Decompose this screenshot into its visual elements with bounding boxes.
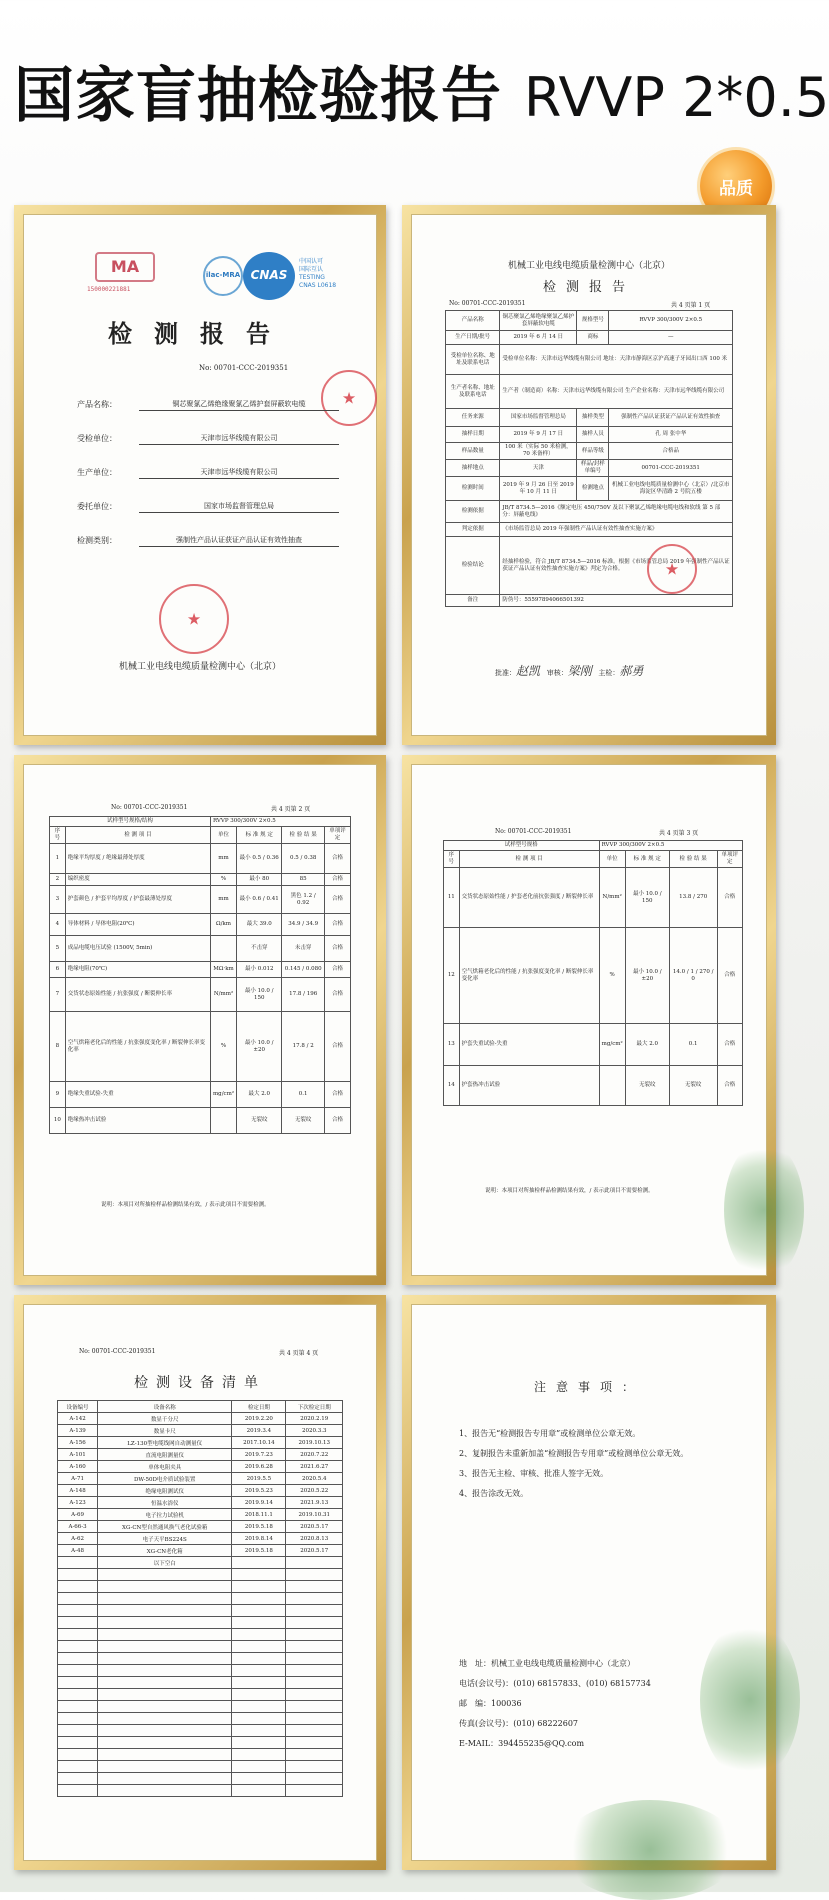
cover-report-number: No: 00701-CCC-2019351 <box>199 364 289 372</box>
table-row: A-48 XG-CN老化箱 2019.5.18 2020.5.17 <box>58 1545 343 1557</box>
table-row: A-69 电子拉力试验机 2018.11.1 2019.10.31 <box>58 1509 343 1521</box>
plant-decoration <box>560 1800 740 1900</box>
cover-row: 委托单位： 国家市场监督管理总局 <box>77 501 337 517</box>
cover-page <box>23 214 377 736</box>
report-note: 说明：本项目对所抽检样品检测结果有效，/ 表示此项目不需要检测。 <box>101 1202 270 1208</box>
table-row: A-66-3 XG-CN型自然通风换气老化试验箱 2019.5.18 2020.5.17 <box>58 1521 343 1533</box>
report-title: 检测报告 <box>542 280 635 295</box>
certificate-frame-equipment <box>14 1295 386 1870</box>
cma-logo-icon: MA <box>95 252 155 282</box>
cover-row: 受检单位： 天津市远华线缆有限公司 <box>77 433 337 449</box>
report-note: 说明：本项目对所抽检样品检测结果有效，/ 表示此项目不需要检测。 <box>485 1188 654 1194</box>
table-row: A-101 直流电阻测量仪 2019.7.23 2020.7.22 <box>58 1449 343 1461</box>
report-page-number: 共 4 页第 1 页 <box>671 302 711 309</box>
sign-line: 批准：赵凯 审核：梁刚 主检：郝勇 <box>495 664 644 678</box>
report-page-1 <box>411 214 767 736</box>
table-row: A-156 LZ-130型电缆线网自动测量仪 2017.10.14 2019.10.13 <box>58 1437 343 1449</box>
headline-title: 国家盲抽检验报告 <box>14 61 502 131</box>
page-headline <box>14 58 829 134</box>
notice-item: 3、报告无主检、审核、批准人签字无效。 <box>459 1469 609 1478</box>
notice-item: 2、复制报告未重新加盖“检测报告专用章”或检测单位公章无效。 <box>459 1449 689 1458</box>
cma-number: 150000221881 <box>87 286 131 293</box>
report-number: No: 00701-CCC-2019351 <box>111 804 188 811</box>
report-number: No: 00701-CCC-2019351 <box>449 300 526 307</box>
notice-item: 1、报告无“检测报告专用章”或检测单位公章无效。 <box>459 1429 641 1438</box>
notice-title: 注意事项： <box>533 1380 644 1394</box>
report-number: No: 00701-CCC-2019351 <box>495 828 572 835</box>
table-row: 以下空白 <box>58 1557 343 1569</box>
table-row: A-160 单体电阻夹具 2019.6.28 2021.6.27 <box>58 1461 343 1473</box>
equipment-page <box>23 1304 377 1861</box>
plant-decoration <box>724 1140 804 1280</box>
notice-address: 地 址：机械工业电线电缆质量检测中心（北京） <box>459 1659 635 1668</box>
cnas-side-text: 中国认可 国际互认 TESTING CNAS L0618 <box>299 258 337 289</box>
certificate-frame-report-3 <box>402 755 776 1285</box>
certificate-frame-notice <box>402 1295 776 1870</box>
certificate-frame-cover <box>14 205 386 745</box>
notice-item: 4、报告涂改无效。 <box>459 1489 529 1498</box>
report-summary-table: 产品名称 铜芯聚氯乙烯绝缘聚氯乙烯护套屏蔽软电缆 规格型号 RVVP 300/300V 2×0.5 生产日期/批号 2019 年 6 月 14 日 商标 — 受检单位名称、地址及联系电话 受检单位名称：天津市远华线缆有限公司 地址：天津市静海区京沪高速子牙园出口西 100 米 生产者名称、地址及联系电话 生产者（制造商）名称：天津市远华线缆有限公司 生产企业名称：天津市远华线缆有限公司 任务来源 国家市场监督管理总局 抽样类型 强制性产品认证获证产品认证有效性抽查 抽样日期 2019 年 9 月 17 日 抽样人员 孔 周 张中华 样品数量 100 米（实际 50 米检测，70 米备样） 样品等级 合格品 抽样地点 天津 样品/封样单编号 00701-CCC-2019351 检测时间 2019 年 9 月 26 日至 2019 年 10 月 11 日 检测地点 机械工业电线电缆质量检测中心（北京）/北京市海淀区华清路 2 号院五楼 检测依据 JB/T 8734.5—2016《额定电压 450/750V 及以下聚氯乙烯绝缘电缆电线和软线 第 5 部分：屏蔽电线》 判定依据 《市场监管总局 2019 年强制性产品认证有效性抽查实施方案》 检验结论 经抽样检验，符合 JB/T 8734.5—2016 标准。根据《市场监管总局 2019 年强制性产品认证获证产品认证有效性抽查实施方案》判定为合格。 备注 防伪号：55597894066501392 <box>445 310 733 607</box>
red-seal-icon <box>159 584 229 654</box>
certificate-frame-report-2 <box>14 755 386 1285</box>
red-seal-icon <box>647 544 697 594</box>
report-page-3 <box>411 764 767 1276</box>
test-results-table: 试样型号规格 RVVP 300/300V 2×0.5 序号 检 测 项 目 单位 标 准 规 定 检 验 结 果 单项评定 11 交货状态原始性能 / 护套老化前抗张强度 / 断裂伸长率 N/mm² 最小 10.0 / 150 13.8 / 270 合格 12 空气烘箱老化后的性能 / 抗张强度变化率 / 断裂伸长率变化率 % 最小 10.0 / ±20 14.0 / 1 / 270 / 0 合格 13 护套失重试验-失重 mg/cm² 最大 2.0 0.1 合格 14 护套热冲击试验 无裂纹 无裂纹 合格 <box>443 840 743 1106</box>
headline-model: RVVP 2*0.5 <box>523 66 829 129</box>
report-page-number: 共 4 页第 2 页 <box>271 806 311 813</box>
cover-row: 产品名称： 铜芯聚氯乙烯绝缘聚氯乙烯护套屏蔽软电缆 <box>77 399 337 415</box>
report-org: 机械工业电线电缆质量检测中心（北京） <box>507 261 670 271</box>
equipment-table: 设备编号 设备名称 检定日期 下次检定日期 A-142 数显千分尺 2019.2.20 2020.2.19 A-139 数显卡尺 2019.3.4 2020.3.3 A-156 LZ-130型电缆线网自动测量仪 2017.10.14 2019.10.13 A-101 直流电阻测量仪 2019.7.23 2020.7.22 A-160 单体电阻夹具 2019.6.28 2021.6.27 A-71 DW-50D电介质试验装置 2019.5.5 2020.5.4 A-148 绝缘电阻测试仪 2019.5.23 2020.5.22 A-123 恒温水浴仪 2019.9.14 2021.9.13 A-69 电子拉力试验机 2018.11.1 2019.10.31 A-66-3 XG-CN型自然通风换气老化试验箱 2019.5.18 2020.5.17 A-62 电子天平BS224S 2019.8.14 2020.8.13 A-48 XG-CN老化箱 2019.5.18 2020.5.17 以下空白 <box>57 1400 343 1797</box>
cover-title: 检测报告 <box>108 319 292 348</box>
equipment-title: 检测设备清单 <box>134 1375 266 1391</box>
table-row: A-62 电子天平BS224S 2019.8.14 2020.8.13 <box>58 1533 343 1545</box>
report-page-2 <box>23 764 377 1276</box>
table-row: A-142 数显千分尺 2019.2.20 2020.2.19 <box>58 1413 343 1425</box>
table-row: A-139 数显卡尺 2019.3.4 2020.3.3 <box>58 1425 343 1437</box>
report-page-number: 共 4 页第 3 页 <box>659 830 699 837</box>
report-number: No: 00701-CCC-2019351 <box>79 1348 156 1355</box>
notice-page <box>411 1304 767 1861</box>
notice-postcode: 邮 编：100036 <box>459 1699 522 1708</box>
report-page-number: 共 4 页第 4 页 <box>279 1350 319 1357</box>
quality-badge-label: 品质 <box>719 179 753 199</box>
table-row: A-148 绝缘电阻测试仪 2019.5.23 2020.5.22 <box>58 1485 343 1497</box>
table-row: A-123 恒温水浴仪 2019.9.14 2021.9.13 <box>58 1497 343 1509</box>
cover-row: 检测类别： 强制性产品认证获证产品认证有效性抽查 <box>77 535 337 551</box>
plant-decoration <box>700 1620 800 1780</box>
red-seal-icon <box>321 370 377 426</box>
table-row: A-71 DW-50D电介质试验装置 2019.5.5 2020.5.4 <box>58 1473 343 1485</box>
notice-fax: 传真(会议号)：(010) 68222607 <box>459 1719 579 1728</box>
cover-row: 生产单位： 天津市远华线缆有限公司 <box>77 467 337 483</box>
cover-footer: 机械工业电线电缆质量检测中心（北京） <box>118 662 281 672</box>
notice-phone: 电话(会议号)：(010) 68157833、(010) 68157734 <box>459 1679 651 1688</box>
ilac-logo-icon: ilac-MRA <box>203 256 243 296</box>
test-results-table: 试样型号规格/结构 RVVP 300/300V 2×0.5 序号 检 测 项 目 单位 标 准 规 定 检 验 结 果 单项评定 1 绝缘平均厚度 / 绝缘最薄处厚度 mm 最小 0.5 / 0.36 0.5 / 0.38 合格 2 编织密度 % 最小 80 85 合格 3 护套颜色 / 护套平均厚度 / 护套最薄处厚度 mm 最小 0.6 / 0.41 黑色 1.2 / 0.92 合格 4 导体材料 / 导体电阻(20℃) Ω/km 最大 39.0 34.9 / 34.9 合格 5 成品电缆电压试验 (1500V, 5min) 不击穿 未击穿 合格 6 绝缘电阻(70℃) MΩ·km 最小 0.012 0.145 / 0.080 合格 7 交货状态原始性能 / 抗张强度 / 断裂伸长率 N/mm² 最小 10.0 / 150 17.8 / 196 合格 8 空气烘箱老化后的性能 / 抗张强度变化率 / 断裂伸长率变化率 % 最小 10.0 / ±20 17.8 / 2 合格 9 绝缘失重试验-失重 mg/cm² 最大 2.0 0.1 合格 10 绝缘热冲击试验 无裂纹 无裂纹 合格 <box>49 816 351 1134</box>
certificate-frame-report-1 <box>402 205 776 745</box>
cnas-logo-icon: CNAS <box>243 252 295 300</box>
notice-email: E-MAIL：394455235@QQ.com <box>459 1739 585 1748</box>
